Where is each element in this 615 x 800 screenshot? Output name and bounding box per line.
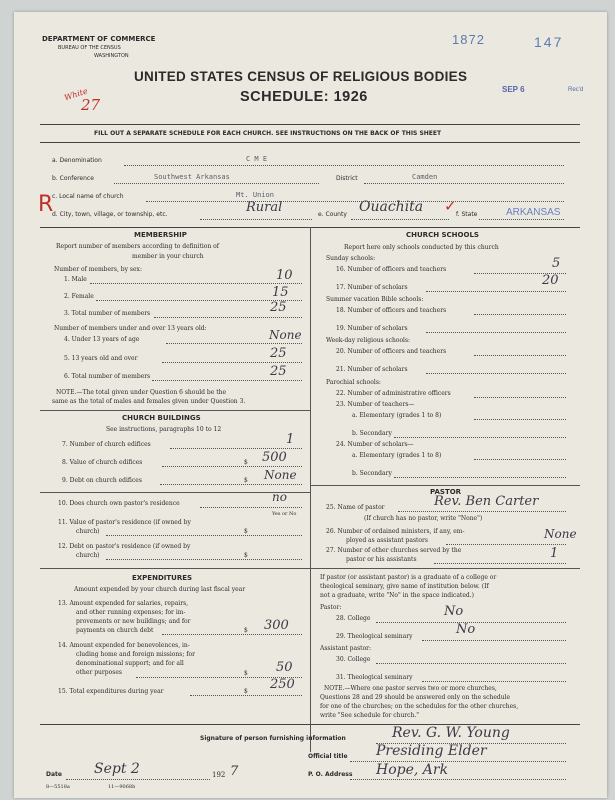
q27-label-1: 27. Number of other churches served by the [326, 547, 462, 554]
q2-value: 15 [272, 285, 289, 300]
q28-label: 28. College [336, 615, 371, 622]
denomination-value: C M E [246, 155, 268, 163]
received-stamp: SEP 6 [502, 85, 525, 94]
q10-hint: Yes or No [272, 511, 297, 517]
q6-label: 6. Total number of members [64, 373, 151, 380]
conference-value: Southwest Arkansas [154, 173, 230, 181]
q8-value: 500 [262, 450, 287, 465]
instructions-line: FILL OUT A SEPARATE SCHEDULE FOR EACH CHURCH. SEE INSTRUCTIONS ON THE BACK OF THIS SHEET [94, 130, 442, 137]
q24-label: 24. Number of scholars— [336, 441, 414, 448]
q12-label-2: church) [76, 552, 100, 559]
address-label: P. O. Address [308, 771, 353, 778]
graduate-text-2: theological seminary, give name of institution below. (If [320, 583, 489, 590]
q17-label: 17. Number of scholars [336, 284, 408, 291]
q1-label: 1. Male [64, 276, 87, 283]
q9-value: None [264, 468, 297, 482]
city-label: WASHINGTON [94, 53, 129, 59]
q25-value: Rev. Ben Carter [434, 494, 539, 509]
pastor-note-2: Questions 28 and 29 should be answered only on the schedule [320, 694, 511, 701]
q3-value: 25 [270, 300, 287, 315]
membership-note-2: same as the total of males and females given under Question 3. [52, 398, 246, 405]
q12-dollar: $ [244, 552, 248, 559]
form-subtitle: SCHEDULE: 1926 [240, 89, 368, 105]
print-code: 8—5518a [46, 784, 70, 790]
q7-label: 7. Number of church edifices [62, 441, 151, 448]
q31-label: 31. Theological seminary [336, 674, 413, 681]
q9-dollar: $ [244, 477, 248, 484]
membership-intro-1: Report number of members according to definition of [56, 243, 220, 250]
q13-dollar: $ [244, 627, 248, 634]
q10-label: 10. Does church own pastor's residence [58, 500, 180, 507]
q20-label: 20. Number of officers and teachers [336, 348, 447, 355]
q3-label: 3. Total number of members [64, 310, 151, 317]
department-label: DEPARTMENT OF COMMERCE [42, 35, 156, 43]
q1-value: 10 [276, 268, 293, 283]
membership-heading: MEMBERSHIP [134, 231, 187, 239]
schools-intro: Report here only schools conducted by this church [344, 244, 499, 251]
q8-label: 8. Value of church edifices [62, 459, 143, 466]
church-name-label: c. Local name of church [52, 193, 124, 200]
q5-label: 5. 13 years old and over [64, 355, 138, 362]
buildings-heading: CHURCH BUILDINGS [122, 414, 201, 422]
q16-value: 5 [552, 256, 561, 271]
parochial-schools-label: Parochial schools: [326, 379, 381, 386]
pastor-heading: PASTOR [430, 488, 462, 496]
address-value: Hope, Ark [376, 762, 449, 778]
year-prefix: 192 [212, 771, 226, 779]
stamp-number: 1872 [452, 32, 485, 47]
membership-note-1: NOTE.—The total given under Question 6 should be the [56, 389, 227, 396]
q14-label-1: 14. Amount expended for benevolences, in- [58, 642, 190, 649]
q2-label: 2. Female [64, 293, 94, 300]
q13-label-2: and other running expenses; for im- [76, 609, 186, 616]
expenditures-sub: Amount expended by your church during last fiscal year [74, 586, 246, 593]
buildings-sub: See instructions, paragraphs 10 to 12 [106, 426, 222, 433]
q27-label-2: pastor or his assistants [346, 556, 417, 563]
q17-value: 20 [542, 273, 559, 288]
official-title-value: Presiding Elder [376, 743, 487, 759]
church-name-value: Mt. Union [236, 191, 274, 199]
city-town-label: d. City, town, village, or township, etc. [52, 211, 168, 218]
q5-value: 25 [270, 346, 287, 361]
q19-label: 19. Number of scholars [336, 325, 408, 332]
q8-dollar: $ [244, 459, 248, 466]
denomination-label: a. Denomination [52, 157, 102, 164]
assistant-pastor-label: Assistant pastor: [320, 645, 372, 652]
expenditures-heading: EXPENDITURES [132, 574, 193, 582]
weekday-schools-label: Week-day religious schools: [326, 337, 411, 344]
schools-heading: CHURCH SCHOOLS [406, 231, 479, 239]
q14-value: 50 [276, 660, 293, 675]
q6-value: 25 [270, 364, 287, 379]
q15-dollar: $ [244, 688, 248, 695]
q15-value: 250 [270, 677, 295, 692]
received-suffix: Rec'd [568, 87, 584, 93]
signature-label: Signature of person furnishing information [200, 735, 346, 742]
print-code-2: 11—9068b [108, 784, 136, 790]
date-label: Date [46, 771, 62, 778]
white-mark: White [63, 86, 89, 103]
q28-value: No [444, 604, 464, 619]
conference-label: b. Conference [52, 175, 94, 182]
q14-label-4: other purposes [76, 669, 122, 676]
q11-label-2: church) [76, 528, 100, 535]
pastor-label: Pastor: [320, 604, 342, 611]
q23b-label: b. Secondary [352, 430, 392, 437]
q24a-label: a. Elementary (grades 1 to 8) [352, 452, 442, 459]
red-number: 27 [81, 96, 101, 114]
date-value: Sept 2 [94, 761, 140, 777]
state-value: ARKANSAS [506, 207, 561, 218]
county-label: e. County [318, 211, 347, 218]
bureau-label: BUREAU OF THE CENSUS [58, 45, 121, 51]
q13-label-3: provements or new buildings; and for [76, 618, 191, 625]
q29-value: No [456, 622, 476, 637]
q13-value: 300 [264, 618, 289, 633]
signature-value: Rev. G. W. Young [392, 725, 510, 741]
county-value: Ouachita [359, 199, 424, 215]
district-label: District [336, 175, 358, 182]
q14-dollar: $ [244, 670, 248, 677]
q13-label-4: payments on church debt [76, 627, 154, 634]
q25-label: 25. Name of pastor [326, 504, 385, 511]
q14-label-2: cluding home and foreign missions; for [76, 651, 195, 658]
members-by-sex-label: Number of members, by sex: [54, 266, 142, 273]
year-value: 7 [230, 764, 239, 779]
official-title-label: Official title [308, 753, 348, 760]
q27-value: 1 [550, 546, 559, 561]
district-value: Camden [412, 173, 438, 181]
form-title: UNITED STATES CENSUS OF RELIGIOUS BODIES [134, 69, 468, 84]
q4-value: None [269, 328, 302, 342]
q14-label-3: denominational support; and for all [76, 660, 184, 667]
q29-label: 29. Theological seminary [336, 633, 413, 640]
q10-value: no [272, 490, 287, 504]
q15-label: 15. Total expenditures during year [58, 688, 164, 695]
graduate-text-3: not a graduate, write "No" in the space indicated.) [320, 592, 474, 599]
q24b-label: b. Secondary [352, 470, 392, 477]
q11-dollar: $ [244, 528, 248, 535]
vacation-schools-label: Summer vacation Bible schools: [326, 296, 424, 303]
reference-number: 147 [534, 34, 564, 50]
graduate-text-1: If pastor (or assistant pastor) is a graduate of a college or [320, 574, 497, 581]
q23-label: 23. Number of teachers— [336, 401, 415, 408]
q11-label-1: 11. Value of pastor's residence (if owned by [58, 519, 191, 526]
age-intro-label: Number of members under and over 13 years old: [54, 325, 207, 332]
q22-label: 22. Number of administrative officers [336, 390, 451, 397]
pastor-note-1: NOTE.—Where one pastor serves two or more churches, [324, 685, 497, 692]
pastor-note-3: for one of the churches; on the schedules for the other churches, [320, 703, 519, 710]
red-r-mark: R [38, 192, 54, 217]
q26-label-1: 26. Number of ordained ministers, if any, em- [326, 528, 465, 535]
check-mark-icon: ✓ [444, 197, 457, 215]
q18-label: 18. Number of officers and teachers [336, 307, 447, 314]
q9-label: 9. Debt on church edifices [62, 477, 142, 484]
census-schedule-sheet [14, 12, 607, 798]
q23a-label: a. Elementary (grades 1 to 8) [352, 412, 442, 419]
q12-label-1: 12. Debt on pastor's residence (if owned by [58, 543, 191, 550]
q16-label: 16. Number of officers and teachers [336, 266, 447, 273]
q4-label: 4. Under 13 years of age [64, 336, 140, 343]
q30-label: 30. College [336, 656, 371, 663]
state-label: f. State [456, 211, 478, 218]
city-town-value: Rural [246, 200, 283, 215]
pastor-note-4: write "See schedule for church." [320, 712, 420, 719]
q26-label-2: ployed as assistant pastors [346, 537, 428, 544]
q26-value: None [544, 527, 577, 541]
q25-note: (If church has no pastor, write "None") [364, 515, 483, 522]
q7-value: 1 [286, 432, 295, 447]
q21-label: 21. Number of scholars [336, 366, 408, 373]
sunday-schools-label: Sunday schools: [326, 255, 376, 262]
q13-label-1: 13. Amount expended for salaries, repairs, [58, 600, 189, 607]
membership-intro-2: member in your church [132, 253, 204, 260]
